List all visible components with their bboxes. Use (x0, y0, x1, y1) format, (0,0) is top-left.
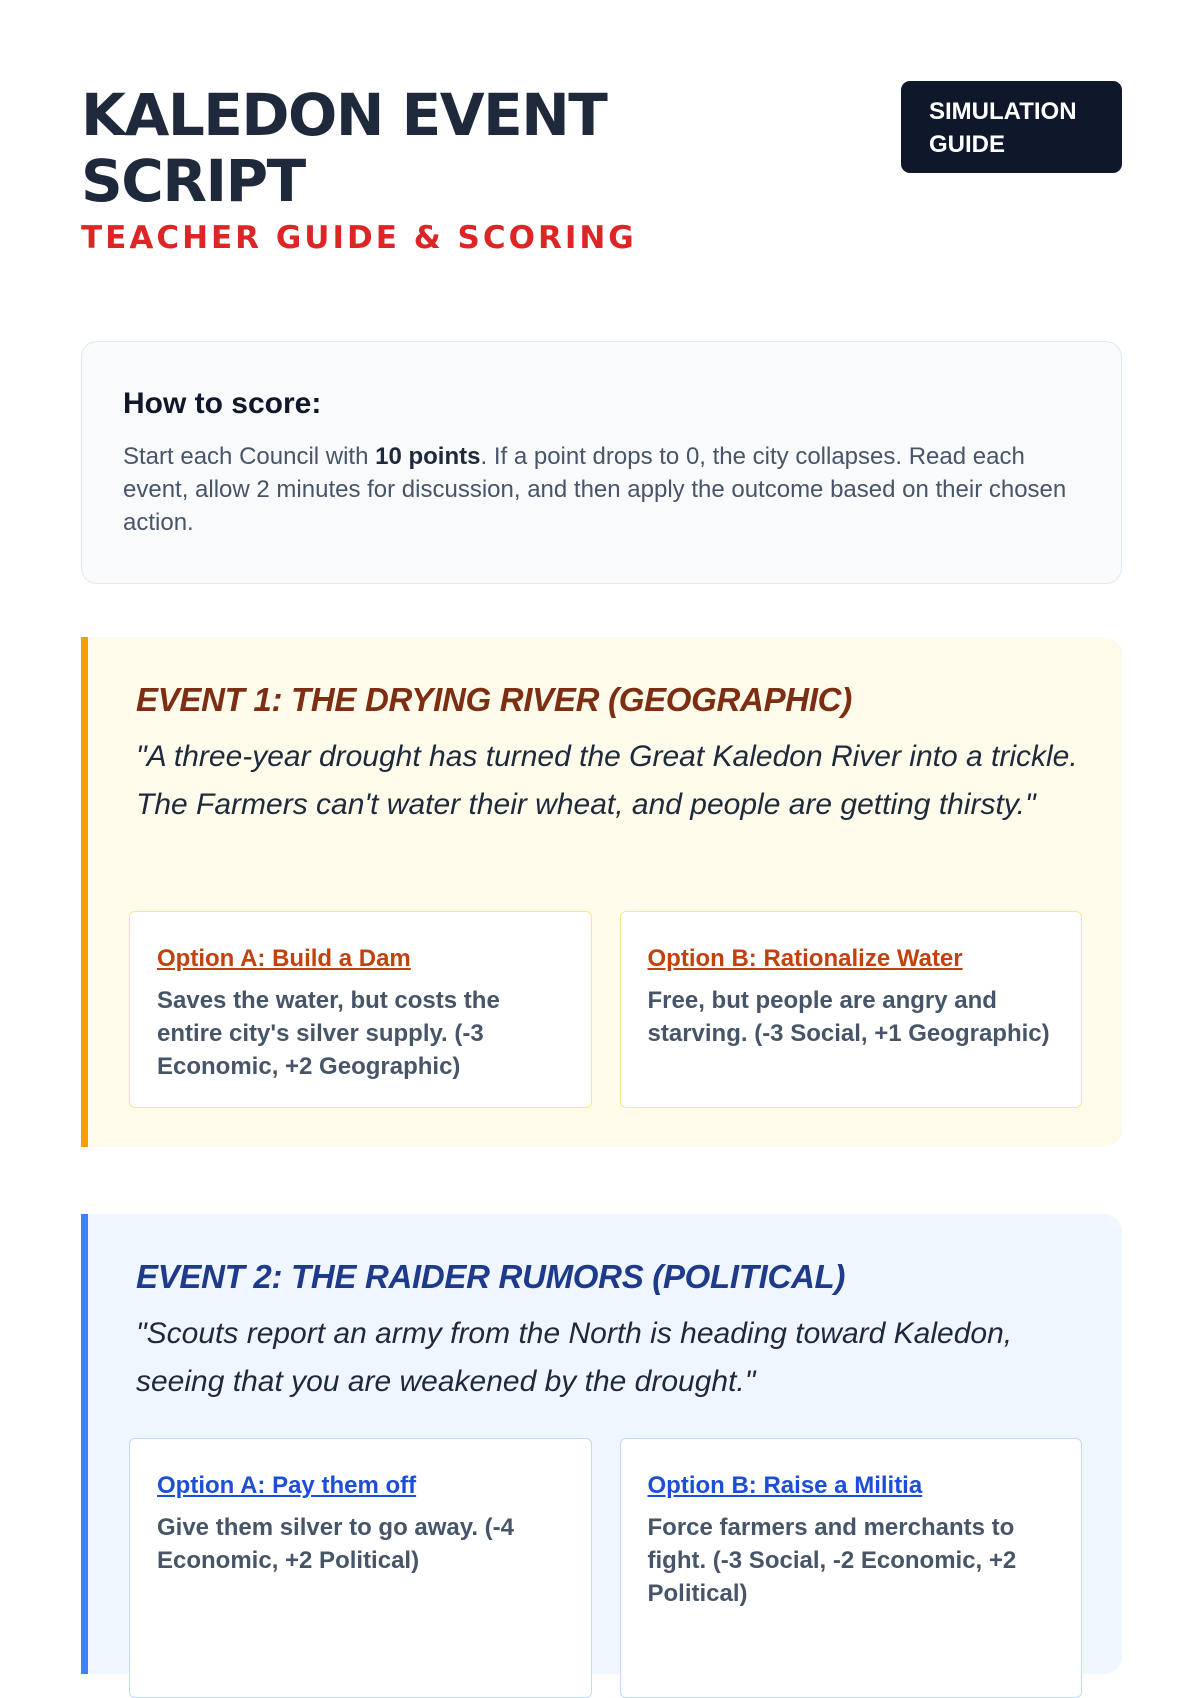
option-a-link[interactable]: Option A: Pay them off (157, 1472, 417, 1499)
event-card-1 (81, 637, 1122, 1147)
option-b-link[interactable]: Option B: Raise a Militia (647, 1472, 923, 1499)
option-card-a (129, 911, 592, 1108)
option-description: Free, but people are angry and starving. (-3 Social, +1 Geographic) (647, 987, 1050, 1047)
option-card-b (620, 1438, 1083, 1698)
page-subtitle: TEACHER GUIDE & SCORING (81, 220, 637, 256)
scoring-instructions (81, 341, 1122, 584)
simulation-guide-badge: SIMULATION GUIDE (901, 81, 1122, 173)
event-options (129, 1438, 1082, 1698)
option-description: Saves the water, but costs the entire city's silver supply. (-3 Economic, +2 Geographic) (157, 987, 500, 1080)
event-title: EVENT 1: THE DRYING RIVER (GEOGRAPHIC) (136, 681, 852, 718)
scoring-points: 10 points (375, 443, 481, 470)
event-quote: "Scouts report an army from the North is heading toward Kaledon, seeing that you are weakened by the drought." (136, 1317, 1013, 1398)
option-description: Force farmers and merchants to fight. (-3 Social, -2 Economic, +2 Political) (647, 1514, 1017, 1607)
option-card-b (620, 911, 1083, 1108)
event-options (129, 911, 1082, 1108)
event-title: EVENT 2: THE RAIDER RUMORS (POLITICAL) (136, 1258, 846, 1295)
scoring-text-before: Start each Council with (123, 443, 376, 470)
option-description: Give them silver to go away. (-4 Economic, +2 Political) (157, 1514, 514, 1574)
event-card-2 (81, 1214, 1122, 1674)
option-b-link[interactable]: Option B: Rationalize Water (647, 945, 963, 972)
header (81, 0, 1122, 300)
scoring-text (123, 440, 1081, 539)
page-title: KALEDON EVENT SCRIPT (81, 81, 607, 215)
option-a-link[interactable]: Option A: Build a Dam (157, 945, 411, 972)
page (81, 0, 1122, 1607)
event-quote: "A three-year drought has turned the Great Kaledon River into a trickle. The Farmers can't water their wheat, and people are getting thirsty." (136, 740, 1078, 821)
scoring-title: How to score: (123, 387, 322, 420)
scoring-text-after: . If a point drops to 0, the city collapses. Read each event, allow 2 minutes for discussion, and then apply the outcome based on their chosen action. (123, 443, 1067, 536)
option-card-a (129, 1438, 592, 1698)
